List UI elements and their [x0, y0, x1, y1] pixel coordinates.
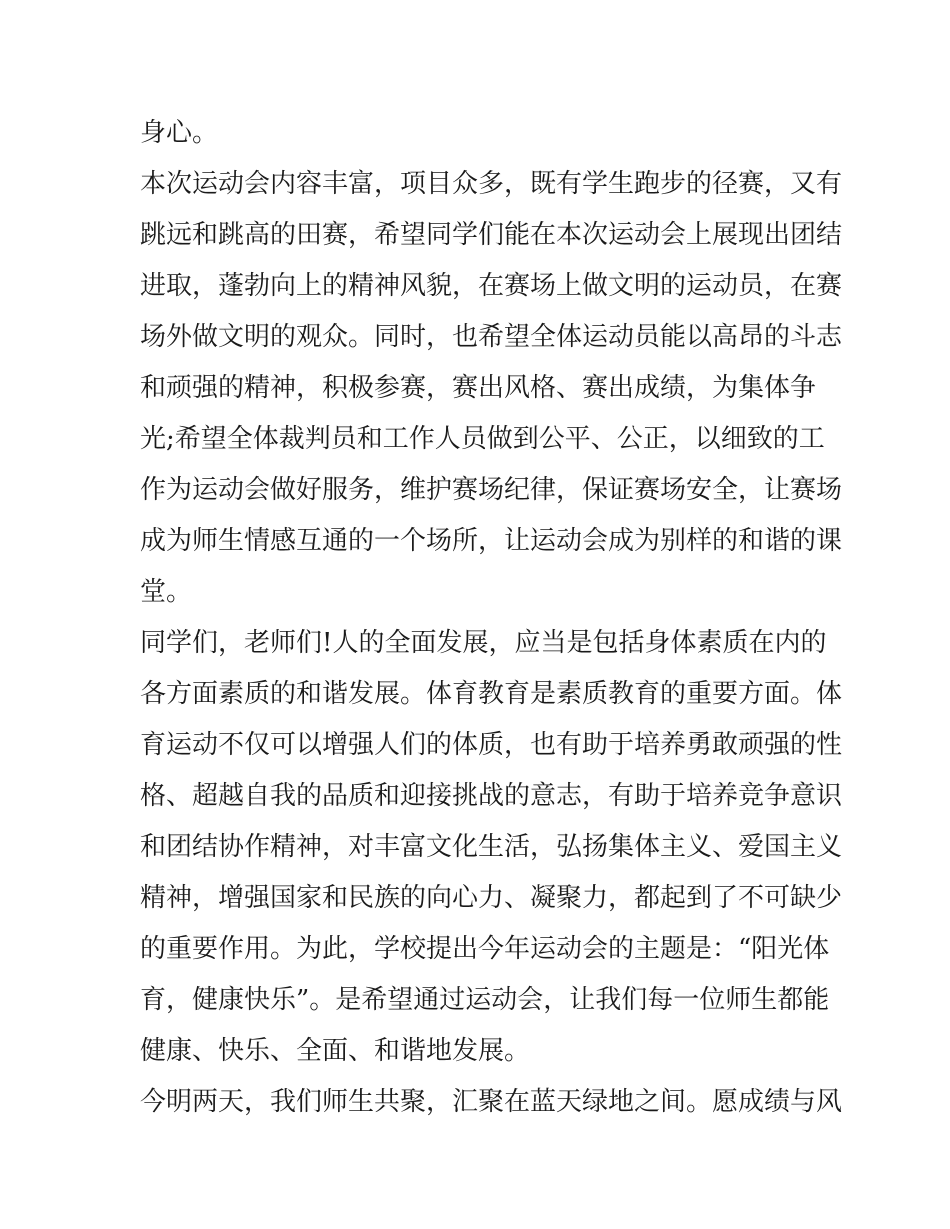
text-line: 育运动不仅可以增强人们的体质，也有助于培养勇敢顽强的性: [140, 730, 843, 760]
text-line: 堂。: [140, 577, 193, 607]
text-line: 同学们，老师们!人的全面发展，应当是包括身体素质在内的: [140, 628, 827, 658]
text-line: 场外做文明的观众。同时，也希望全体运动员能以高昂的斗志: [140, 322, 843, 352]
text-line: 精神，增强国家和民族的向心力、凝聚力，都起到了不可缺少: [140, 883, 843, 913]
text-line: 本次运动会内容丰富，项目众多，既有学生跑步的径赛，又有: [140, 169, 843, 199]
text-line: 身心。: [140, 118, 219, 148]
text-line: 作为运动会做好服务，维护赛场纪律，保证赛场安全，让赛场: [140, 475, 843, 505]
text-line: 的重要作用。为此，学校提出今年运动会的主题是：“阳光体: [140, 934, 830, 964]
text-line: 成为师生情感互通的一个场所，让运动会成为别样的和谐的课: [140, 526, 843, 556]
text-line: 各方面素质的和谐发展。体育教育是素质教育的重要方面。体: [140, 679, 843, 709]
text-line: 和团结协作精神，对丰富文化生活，弘扬集体主义、爱国主义: [140, 832, 843, 862]
text-line: 进取，蓬勃向上的精神风貌，在赛场上做文明的运动员，在赛: [140, 271, 843, 301]
text-line: 和顽强的精神，积极参赛，赛出风格、赛出成绩，为集体争: [140, 373, 817, 403]
text-line: 跳远和跳高的田赛，希望同学们能在本次运动会上展现出团结: [140, 220, 843, 250]
text-line: 育，健康快乐”。是希望通过运动会，让我们每一位师生都能: [140, 985, 830, 1015]
text-line: 格、超越自我的品质和迎接挑战的意志，有助于培养竞争意识: [140, 781, 843, 811]
document-body: [140, 108, 843, 1128]
text-line: 今明两天，我们师生共聚，汇聚在蓝天绿地之间。愿成绩与风: [140, 1087, 843, 1117]
text-line: 光;希望全体裁判员和工作人员做到公平、公正，以细致的工: [140, 424, 825, 454]
text-line: 健康、快乐、全面、和谐地发展。: [140, 1036, 531, 1066]
